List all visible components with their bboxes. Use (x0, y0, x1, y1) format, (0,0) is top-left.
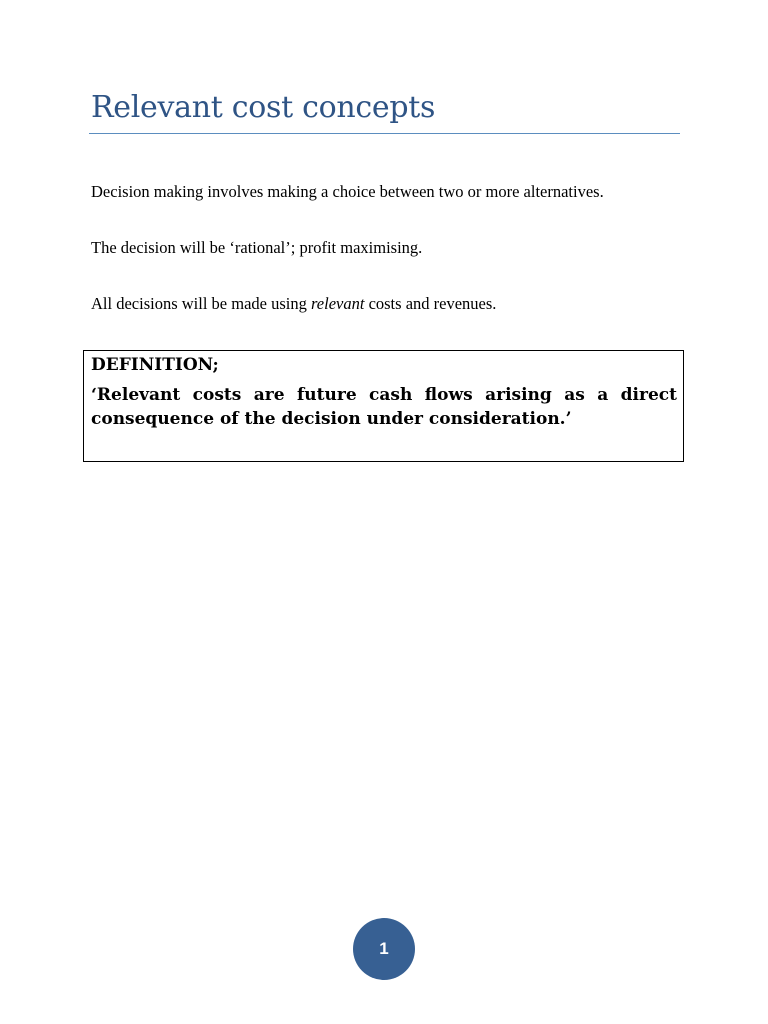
paragraph-relevant-costs (91, 293, 496, 315)
definition-text: ‘Relevant costs are future cash flows arising as a direct consequence of the decision under consideration.’ (91, 385, 677, 429)
page-number-badge (353, 918, 415, 980)
paragraph-rational-decision: The decision will be ‘rational’; profit maximising. (91, 238, 423, 257)
paragraph-text-start: All decisions will be made using (91, 294, 311, 313)
paragraph-text-end: costs and revenues. (364, 294, 497, 313)
page-number: 1 (379, 939, 389, 958)
emphasized-word: relevant (310, 294, 365, 313)
page-title: Relevant cost concepts (91, 90, 436, 125)
title-underline (89, 133, 680, 134)
definition-box (83, 350, 684, 462)
definition-heading: DEFINITION; (91, 355, 219, 375)
paragraph-decision-making: Decision making involves making a choice between two or more alternatives. (91, 182, 604, 201)
